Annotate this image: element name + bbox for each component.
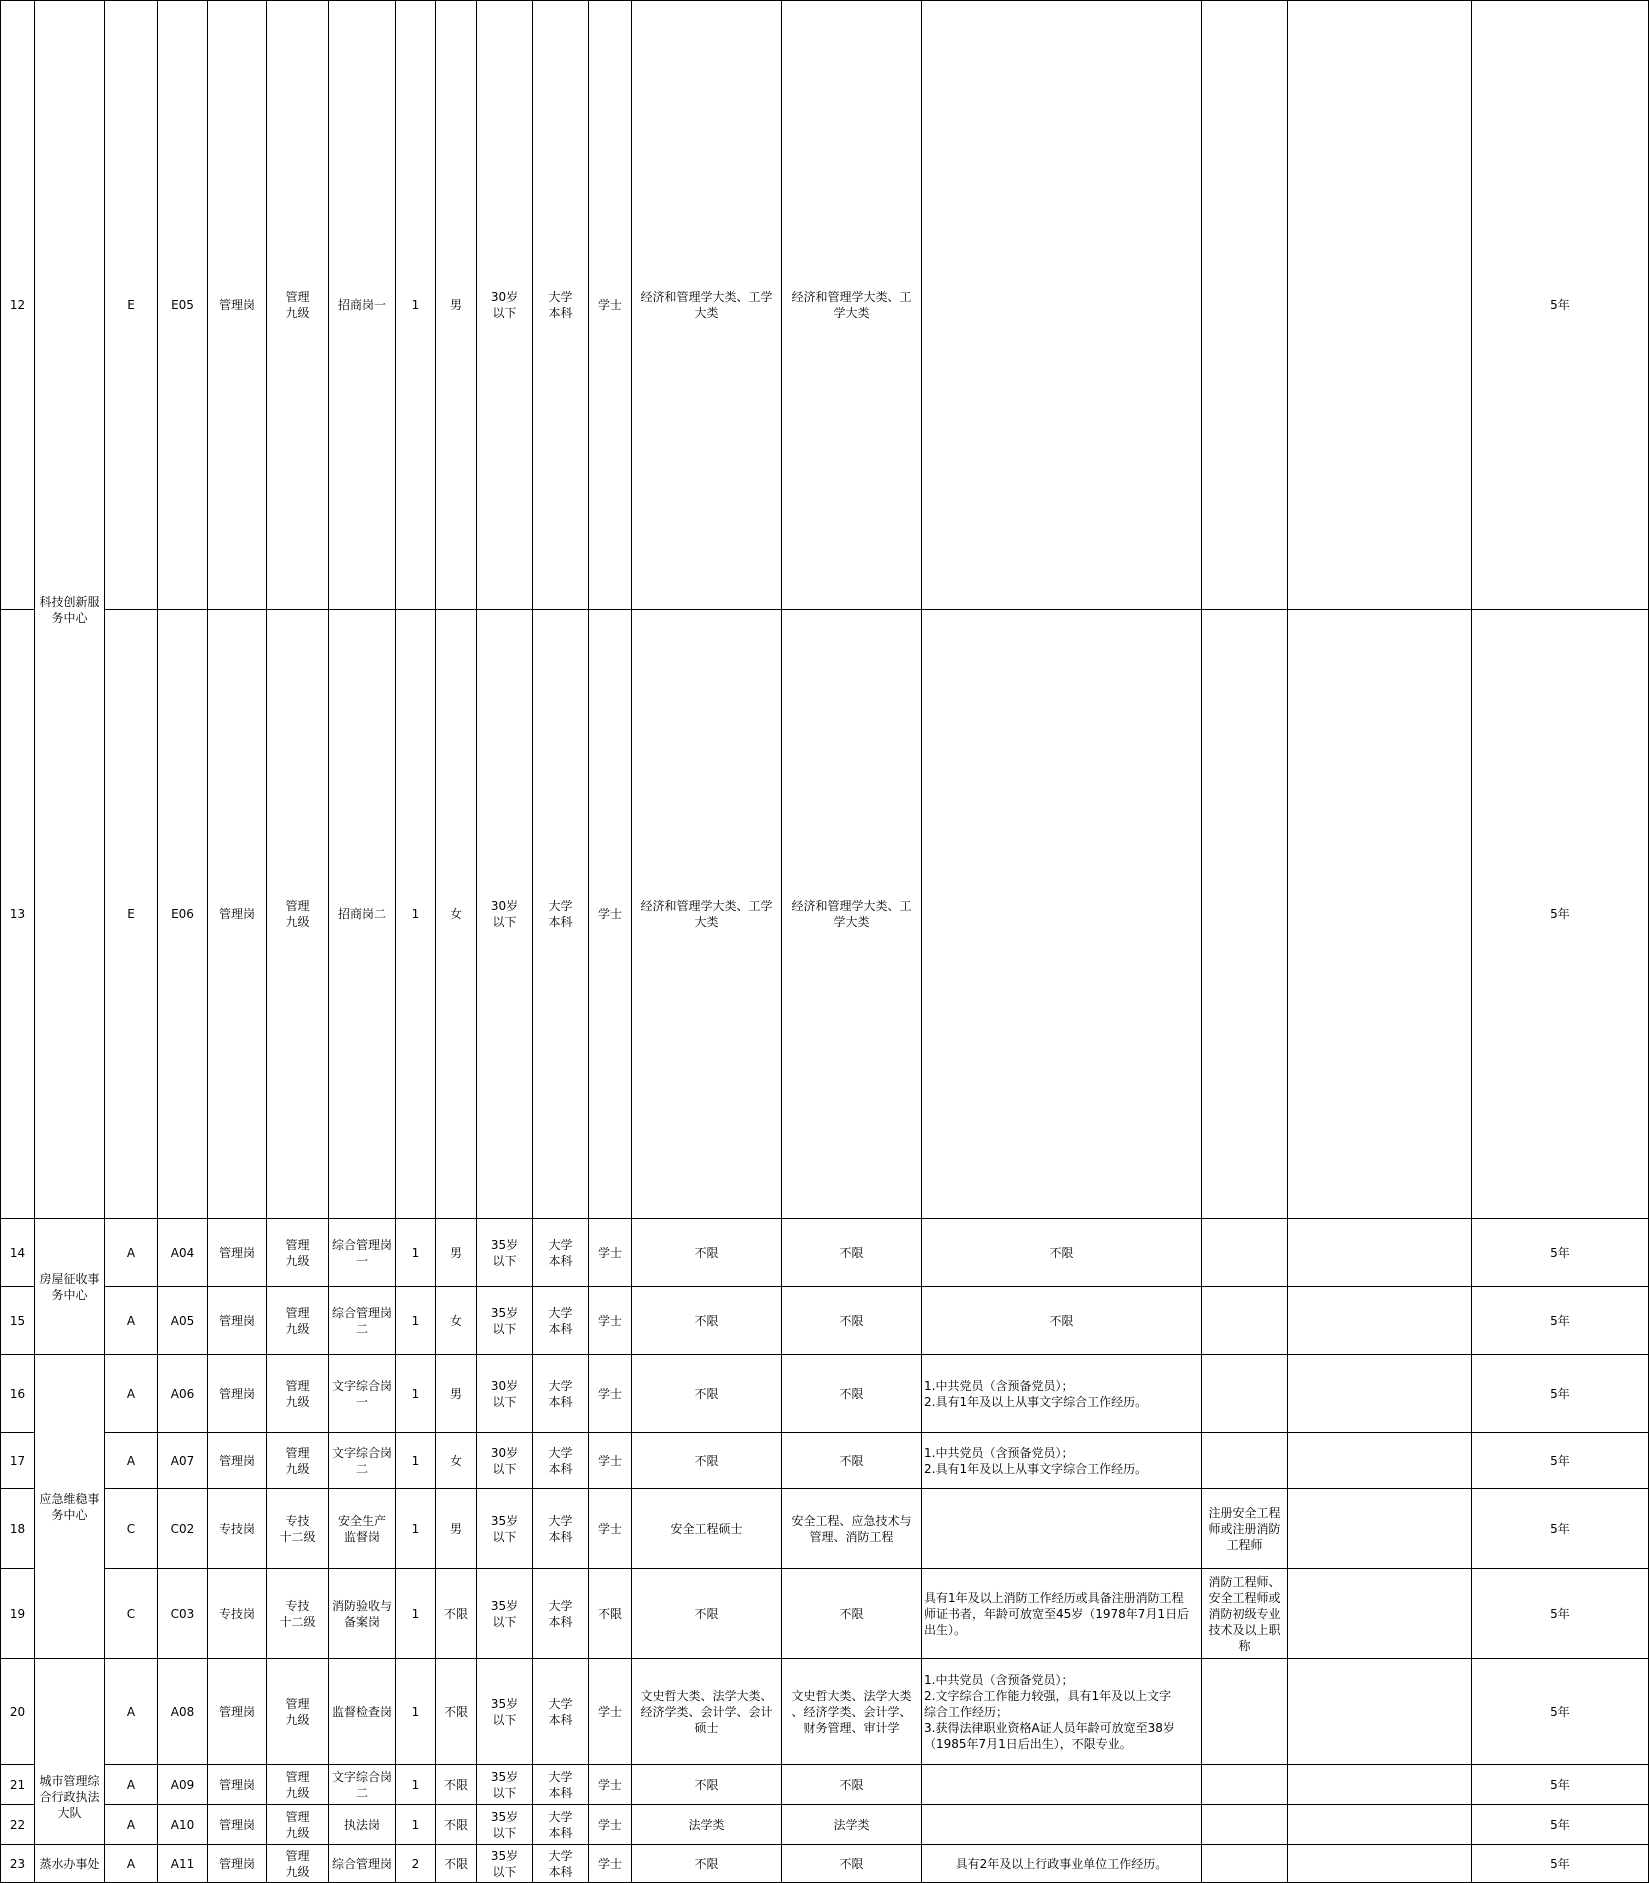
edu-cell: 大学 本科: [533, 1659, 589, 1765]
years-cell: 5年: [1472, 1355, 1649, 1433]
degree-cell: 学士: [589, 1287, 632, 1355]
major-pg-cell: 不限: [782, 1219, 922, 1287]
blank-cell: [1288, 1287, 1472, 1355]
years-cell: 5年: [1472, 1765, 1649, 1805]
degree-cell: 学士: [589, 1489, 632, 1569]
years-cell: 5年: [1472, 1287, 1649, 1355]
cert-cell: [1202, 1765, 1288, 1805]
level-cell: 管理 九级: [267, 1355, 329, 1433]
code-cell: A06: [158, 1355, 208, 1433]
age-cell: 30岁 以下: [477, 1355, 533, 1433]
cert-cell: [1202, 1805, 1288, 1845]
seq-cell: 18: [1, 1489, 35, 1569]
cat-cell: C: [105, 1489, 158, 1569]
seq-cell: 12: [1, 1, 35, 610]
table-row: [1, 1219, 1649, 1287]
table-row: [1, 1, 1649, 610]
gender-cell: 不限: [436, 1845, 477, 1883]
edu-cell: 大学 本科: [533, 1, 589, 610]
major-pg-cell: 不限: [782, 1569, 922, 1659]
table-row: [1, 1659, 1649, 1765]
major-pg-cell: 不限: [782, 1287, 922, 1355]
major-grad-cell: 不限: [632, 1355, 782, 1433]
major-grad-cell: 不限: [632, 1569, 782, 1659]
post-cell: 综合管理岗 一: [329, 1219, 396, 1287]
other-cell: [922, 1489, 1202, 1569]
cat-cell: A: [105, 1765, 158, 1805]
major-grad-cell: 安全工程硕士: [632, 1489, 782, 1569]
blank-cell: [1288, 1805, 1472, 1845]
years-cell: 5年: [1472, 1659, 1649, 1765]
age-cell: 35岁 以下: [477, 1765, 533, 1805]
num-cell: 2: [396, 1845, 436, 1883]
unit-cell: 应急维稳事 务中心: [35, 1355, 105, 1659]
gender-cell: 不限: [436, 1659, 477, 1765]
gender-cell: 女: [436, 1433, 477, 1489]
post-cell: 监督检查岗: [329, 1659, 396, 1765]
table-row: [1, 1489, 1649, 1569]
code-cell: A04: [158, 1219, 208, 1287]
other-cell: 1.中共党员（含预备党员）； 2.具有1年及以上从事文字综合工作经历。: [922, 1433, 1202, 1489]
cat-cell: E: [105, 1, 158, 610]
age-cell: 35岁 以下: [477, 1489, 533, 1569]
type-cell: 管理岗: [208, 1433, 267, 1489]
cat-cell: A: [105, 1433, 158, 1489]
cert-cell: [1202, 1219, 1288, 1287]
major-grad-cell: 不限: [632, 1287, 782, 1355]
seq-cell: 23: [1, 1845, 35, 1883]
degree-cell: 学士: [589, 1355, 632, 1433]
type-cell: 管理岗: [208, 1765, 267, 1805]
post-cell: 综合管理岗 二: [329, 1287, 396, 1355]
major-pg-cell: 经济和管理学大类、工 学大类: [782, 1, 922, 610]
num-cell: 1: [396, 1287, 436, 1355]
table-row: [1, 1845, 1649, 1883]
other-cell: [922, 1, 1202, 610]
type-cell: 管理岗: [208, 1845, 267, 1883]
seq-cell: 15: [1, 1287, 35, 1355]
code-cell: E06: [158, 610, 208, 1219]
other-cell: 1.中共党员（含预备党员）； 2.文字综合工作能力较强，具有1年及以上文字 综合工作经历； 3.获得法律职业资格A证人员年龄可放宽至38岁 （1985年7月1日后出生），不限专业。: [922, 1659, 1202, 1765]
cert-cell: [1202, 1355, 1288, 1433]
cat-cell: A: [105, 1219, 158, 1287]
major-pg-cell: 经济和管理学大类、工 学大类: [782, 610, 922, 1219]
major-pg-cell: 不限: [782, 1845, 922, 1883]
years-cell: 5年: [1472, 1219, 1649, 1287]
major-grad-cell: 不限: [632, 1845, 782, 1883]
code-cell: C03: [158, 1569, 208, 1659]
gender-cell: 不限: [436, 1805, 477, 1845]
years-cell: 5年: [1472, 1845, 1649, 1883]
code-cell: C02: [158, 1489, 208, 1569]
num-cell: 1: [396, 1355, 436, 1433]
post-cell: 综合管理岗: [329, 1845, 396, 1883]
age-cell: 35岁 以下: [477, 1569, 533, 1659]
table-row: [1, 1287, 1649, 1355]
table-row: [1, 1433, 1649, 1489]
level-cell: 管理 九级: [267, 1287, 329, 1355]
degree-cell: 学士: [589, 610, 632, 1219]
cat-cell: C: [105, 1569, 158, 1659]
degree-cell: 学士: [589, 1433, 632, 1489]
age-cell: 30岁 以下: [477, 610, 533, 1219]
cert-cell: [1202, 1287, 1288, 1355]
years-cell: 5年: [1472, 1489, 1649, 1569]
edu-cell: 大学 本科: [533, 1355, 589, 1433]
degree-cell: 不限: [589, 1569, 632, 1659]
post-cell: 安全生产 监督岗: [329, 1489, 396, 1569]
cat-cell: A: [105, 1805, 158, 1845]
level-cell: 管理 九级: [267, 1765, 329, 1805]
table-row: [1, 610, 1649, 1219]
gender-cell: 男: [436, 1219, 477, 1287]
num-cell: 1: [396, 1219, 436, 1287]
other-cell: [922, 1765, 1202, 1805]
code-cell: A09: [158, 1765, 208, 1805]
level-cell: 管理 九级: [267, 1, 329, 610]
edu-cell: 大学 本科: [533, 1805, 589, 1845]
table-body: [1, 1, 1649, 1883]
blank-cell: [1288, 1569, 1472, 1659]
major-pg-cell: 安全工程、应急技术与 管理、消防工程: [782, 1489, 922, 1569]
cert-cell: [1202, 1, 1288, 610]
blank-cell: [1288, 1659, 1472, 1765]
edu-cell: 大学 本科: [533, 1433, 589, 1489]
seq-cell: 14: [1, 1219, 35, 1287]
cert-cell: [1202, 1659, 1288, 1765]
edu-cell: 大学 本科: [533, 1287, 589, 1355]
num-cell: 1: [396, 1433, 436, 1489]
seq-cell: 13: [1, 610, 35, 1219]
gender-cell: 女: [436, 1287, 477, 1355]
blank-cell: [1288, 1433, 1472, 1489]
post-cell: 文字综合岗 二: [329, 1433, 396, 1489]
age-cell: 35岁 以下: [477, 1845, 533, 1883]
major-grad-cell: 不限: [632, 1433, 782, 1489]
cat-cell: A: [105, 1845, 158, 1883]
unit-cell: 蒸水办事处: [35, 1845, 105, 1883]
unit-cell: 科技创新服 务中心: [35, 1, 105, 1219]
blank-cell: [1288, 1, 1472, 610]
blank-cell: [1288, 1845, 1472, 1883]
major-pg-cell: 不限: [782, 1765, 922, 1805]
major-pg-cell: 法学类: [782, 1805, 922, 1845]
code-cell: A08: [158, 1659, 208, 1765]
age-cell: 30岁 以下: [477, 1, 533, 610]
seq-cell: 17: [1, 1433, 35, 1489]
major-grad-cell: 不限: [632, 1219, 782, 1287]
table-row: [1, 1765, 1649, 1805]
seq-cell: 20: [1, 1659, 35, 1765]
degree-cell: 学士: [589, 1659, 632, 1765]
other-cell: 具有1年及以上消防工作经历或具备注册消防工程 师证书者，年龄可放宽至45岁（1978年7月1日后 出生）。: [922, 1569, 1202, 1659]
degree-cell: 学士: [589, 1219, 632, 1287]
blank-cell: [1288, 1489, 1472, 1569]
cert-cell: 注册安全工程 师或注册消防 工程师: [1202, 1489, 1288, 1569]
type-cell: 管理岗: [208, 1805, 267, 1845]
post-cell: 招商岗二: [329, 610, 396, 1219]
level-cell: 管理 九级: [267, 1805, 329, 1845]
num-cell: 1: [396, 1, 436, 610]
code-cell: E05: [158, 1, 208, 610]
major-grad-cell: 文史哲大类、法学大类、 经济学类、会计学、会计 硕士: [632, 1659, 782, 1765]
major-grad-cell: 不限: [632, 1765, 782, 1805]
num-cell: 1: [396, 1659, 436, 1765]
edu-cell: 大学 本科: [533, 610, 589, 1219]
major-grad-cell: 经济和管理学大类、工学 大类: [632, 610, 782, 1219]
num-cell: 1: [396, 1765, 436, 1805]
blank-cell: [1288, 1765, 1472, 1805]
seq-cell: 16: [1, 1355, 35, 1433]
gender-cell: 男: [436, 1489, 477, 1569]
major-pg-cell: 不限: [782, 1433, 922, 1489]
blank-cell: [1288, 1219, 1472, 1287]
post-cell: 文字综合岗 一: [329, 1355, 396, 1433]
other-cell: 具有2年及以上行政事业单位工作经历。: [922, 1845, 1202, 1883]
age-cell: 35岁 以下: [477, 1287, 533, 1355]
major-pg-cell: 文史哲大类、法学大类 、经济学类、会计学、 财务管理、审计学: [782, 1659, 922, 1765]
num-cell: 1: [396, 1489, 436, 1569]
blank-cell: [1288, 610, 1472, 1219]
other-cell: 不限: [922, 1219, 1202, 1287]
edu-cell: 大学 本科: [533, 1845, 589, 1883]
years-cell: 5年: [1472, 610, 1649, 1219]
type-cell: 管理岗: [208, 1355, 267, 1433]
code-cell: A07: [158, 1433, 208, 1489]
cat-cell: A: [105, 1659, 158, 1765]
gender-cell: 不限: [436, 1765, 477, 1805]
post-cell: 消防验收与 备案岗: [329, 1569, 396, 1659]
seq-cell: 22: [1, 1805, 35, 1845]
type-cell: 专技岗: [208, 1569, 267, 1659]
gender-cell: 男: [436, 1355, 477, 1433]
gender-cell: 不限: [436, 1569, 477, 1659]
unit-cell: 城市管理综 合行政执法 大队: [35, 1659, 105, 1845]
table-row: [1, 1355, 1649, 1433]
level-cell: 管理 九级: [267, 1845, 329, 1883]
level-cell: 专技 十二级: [267, 1489, 329, 1569]
cat-cell: A: [105, 1355, 158, 1433]
cert-cell: [1202, 1845, 1288, 1883]
code-cell: A11: [158, 1845, 208, 1883]
major-pg-cell: 不限: [782, 1355, 922, 1433]
cat-cell: E: [105, 610, 158, 1219]
cert-cell: [1202, 1433, 1288, 1489]
seq-cell: 19: [1, 1569, 35, 1659]
age-cell: 35岁 以下: [477, 1805, 533, 1845]
years-cell: 5年: [1472, 1433, 1649, 1489]
degree-cell: 学士: [589, 1, 632, 610]
gender-cell: 女: [436, 610, 477, 1219]
type-cell: 管理岗: [208, 1287, 267, 1355]
level-cell: 管理 九级: [267, 1219, 329, 1287]
code-cell: A05: [158, 1287, 208, 1355]
post-cell: 招商岗一: [329, 1, 396, 610]
other-cell: 1.中共党员（含预备党员）； 2.具有1年及以上从事文字综合工作经历。: [922, 1355, 1202, 1433]
num-cell: 1: [396, 1569, 436, 1659]
post-cell: 文字综合岗 二: [329, 1765, 396, 1805]
edu-cell: 大学 本科: [533, 1569, 589, 1659]
table-row: [1, 1805, 1649, 1845]
years-cell: 5年: [1472, 1569, 1649, 1659]
type-cell: 专技岗: [208, 1489, 267, 1569]
edu-cell: 大学 本科: [533, 1489, 589, 1569]
years-cell: 5年: [1472, 1, 1649, 610]
post-cell: 执法岗: [329, 1805, 396, 1845]
table-row: [1, 1569, 1649, 1659]
other-cell: [922, 610, 1202, 1219]
edu-cell: 大学 本科: [533, 1765, 589, 1805]
age-cell: 30岁 以下: [477, 1433, 533, 1489]
level-cell: 管理 九级: [267, 1659, 329, 1765]
type-cell: 管理岗: [208, 1219, 267, 1287]
type-cell: 管理岗: [208, 1659, 267, 1765]
age-cell: 35岁 以下: [477, 1659, 533, 1765]
type-cell: 管理岗: [208, 1, 267, 610]
cert-cell: 消防工程师、 安全工程师或 消防初级专业 技术及以上职 称: [1202, 1569, 1288, 1659]
num-cell: 1: [396, 610, 436, 1219]
type-cell: 管理岗: [208, 610, 267, 1219]
seq-cell: 21: [1, 1765, 35, 1805]
gender-cell: 男: [436, 1, 477, 610]
unit-cell: 房屋征收事 务中心: [35, 1219, 105, 1355]
years-cell: 5年: [1472, 1805, 1649, 1845]
num-cell: 1: [396, 1805, 436, 1845]
age-cell: 35岁 以下: [477, 1219, 533, 1287]
level-cell: 管理 九级: [267, 1433, 329, 1489]
cert-cell: [1202, 610, 1288, 1219]
level-cell: 专技 十二级: [267, 1569, 329, 1659]
cat-cell: A: [105, 1287, 158, 1355]
degree-cell: 学士: [589, 1805, 632, 1845]
other-cell: 不限: [922, 1287, 1202, 1355]
degree-cell: 学士: [589, 1765, 632, 1805]
level-cell: 管理 九级: [267, 610, 329, 1219]
edu-cell: 大学 本科: [533, 1219, 589, 1287]
major-grad-cell: 法学类: [632, 1805, 782, 1845]
major-grad-cell: 经济和管理学大类、工学 大类: [632, 1, 782, 610]
code-cell: A10: [158, 1805, 208, 1845]
blank-cell: [1288, 1355, 1472, 1433]
other-cell: [922, 1805, 1202, 1845]
degree-cell: 学士: [589, 1845, 632, 1883]
